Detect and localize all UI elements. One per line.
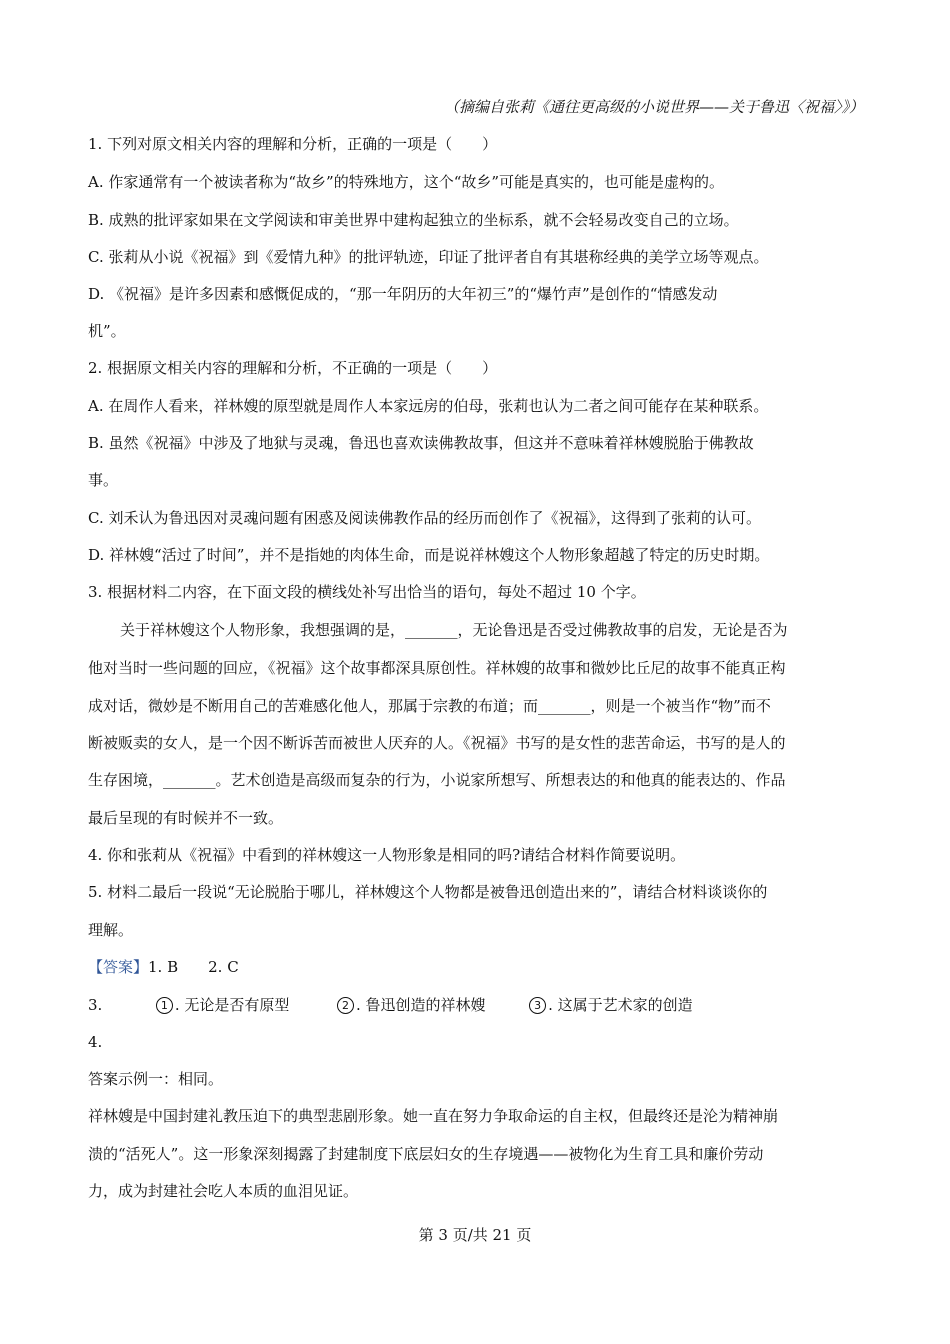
question-2-option-d: D. 祥林嫂“活过了时间”，并不是指她的肉体生命，而是说祥林嫂这个人物形象超越了特定的历史时期。: [88, 546, 770, 564]
question-1-option-d-line2: 机”。: [88, 322, 126, 340]
answer-4-line3: 力，成为封建社会吃人本质的血泪见证。: [88, 1182, 359, 1200]
question-2-stem: 2. 根据原文相关内容的理解和分析，不正确的一项是（ ）: [88, 359, 498, 377]
question-2-option-b-line1: B. 虽然《祝福》中涉及了地狱与灵魂，鲁迅也喜欢读佛教故事，但这并不意味着祥林嫂脱胎于佛教故: [88, 434, 754, 452]
answer-3-item-1: 1 . 无论是否有原型: [156, 996, 290, 1014]
question-3-stem: 3. 根据材料二内容，在下面文段的横线处补写出恰当的语句，每处不超过 10 个字。: [88, 583, 646, 601]
answer-3-row: [88, 995, 693, 1015]
question-1-option-a: A. 作家通常有一个被读者称为“故乡”的特殊地方，这个“故乡”可能是真实的，也可能是虚构的。: [88, 173, 725, 191]
question-2-option-b-line2: 事。: [88, 471, 119, 489]
answer-4-example-heading: 答案示例一：相同。: [88, 1070, 224, 1088]
answer-4-number: 4.: [88, 1033, 103, 1051]
question-3-passage-line5: 生存困境，_______。艺术创造是高级而复杂的行为，小说家所想写、所想表达的和他真的能表达的、作品: [88, 771, 786, 789]
question-3-passage-line1: 关于祥林嫂这个人物形象，我想强调的是，_______，无论鲁迅是否受过佛教故事的启发，无论是否为: [120, 621, 788, 639]
answer-3-item-2: 2 . 鲁迅创造的祥林嫂: [337, 996, 486, 1014]
circled-number-2: 2: [337, 997, 354, 1014]
answer-row-1-2: [88, 957, 239, 977]
answer-3-number: 3.: [88, 996, 103, 1014]
question-1-option-b: B. 成熟的批评家如果在文学阅读和审美世界中建构起独立的坐标系，就不会轻易改变自己的立场。: [88, 211, 739, 229]
question-1-stem: 1. 下列对原文相关内容的理解和分析，正确的一项是（ ）: [88, 135, 498, 153]
circled-number-1: 1: [156, 997, 173, 1014]
question-3-passage-line3: 成对话，微妙是不断用自己的苦难感化他人，那属于宗教的布道；而_______，则是一个被当作“物”而不: [88, 697, 771, 715]
answer-4-line2: 溃的“活死人”。这一形象深刻揭露了封建制度下底层妇女的生存境遇——被物化为生育工具和廉价劳动: [88, 1145, 764, 1163]
question-3-passage-line2: 他对当时一些问题的回应，《祝福》这个故事都深具原创性。祥林嫂的故事和微妙比丘尼的故事不能真正构: [88, 659, 786, 677]
page-number-footer: 第 3 页/共 21 页: [418, 1226, 532, 1244]
answer-3-item-3: 3 . 这属于艺术家的创造: [529, 996, 693, 1014]
question-3-passage-line4: 断被贩卖的女人，是一个因不断诉苦而被世人厌弃的人。《祝福》书写的是女性的悲苦命运，书写的是人的: [88, 734, 786, 752]
question-3-passage-line6: 最后呈现的有时候并不一致。: [88, 809, 284, 827]
question-2-option-c: C. 刘禾认为鲁迅因对灵魂问题有困惑及阅读佛教作品的经历而创作了《祝福》，这得到了张莉的认可。: [88, 509, 761, 527]
question-1-option-d-line1: D. 《祝福》是许多因素和感慨促成的，“那一年阴历的大年初三”的“爆竹声”是创作的“情感发动: [88, 285, 718, 303]
question-4-stem: 4. 你和张莉从《祝福》中看到的祥林嫂这一人物形象是相同的吗?请结合材料作简要说明。: [88, 846, 686, 864]
question-5-stem-line2: 理解。: [88, 921, 134, 939]
answer-tag: 【答案】: [88, 958, 149, 976]
circled-number-3: 3: [529, 997, 546, 1014]
source-citation: （摘编自张莉《通往更高级的小说世界——关于鲁迅〈祝福〉》）: [443, 98, 864, 116]
answer-1: 1. B: [148, 958, 179, 976]
answer-4-line1: 祥林嫂是中国封建礼教压迫下的典型悲剧形象。她一直在努力争取命运的自主权，但最终还是沦为精神崩: [88, 1107, 779, 1125]
answer-2: 2. C: [208, 958, 239, 976]
question-5-stem-line1: 5. 材料二最后一段说“无论脱胎于哪儿，祥林嫂这个人物都是被鲁迅创造出来的”，请结合材料谈谈你的: [88, 883, 768, 901]
question-1-option-c: C. 张莉从小说《祝福》到《爱情九种》的批评轨迹，印证了批评者自有其堪称经典的美学立场等观点。: [88, 248, 769, 266]
question-2-option-a: A. 在周作人看来，祥林嫂的原型就是周作人本家远房的伯母，张莉也认为二者之间可能存在某种联系。: [88, 397, 769, 415]
